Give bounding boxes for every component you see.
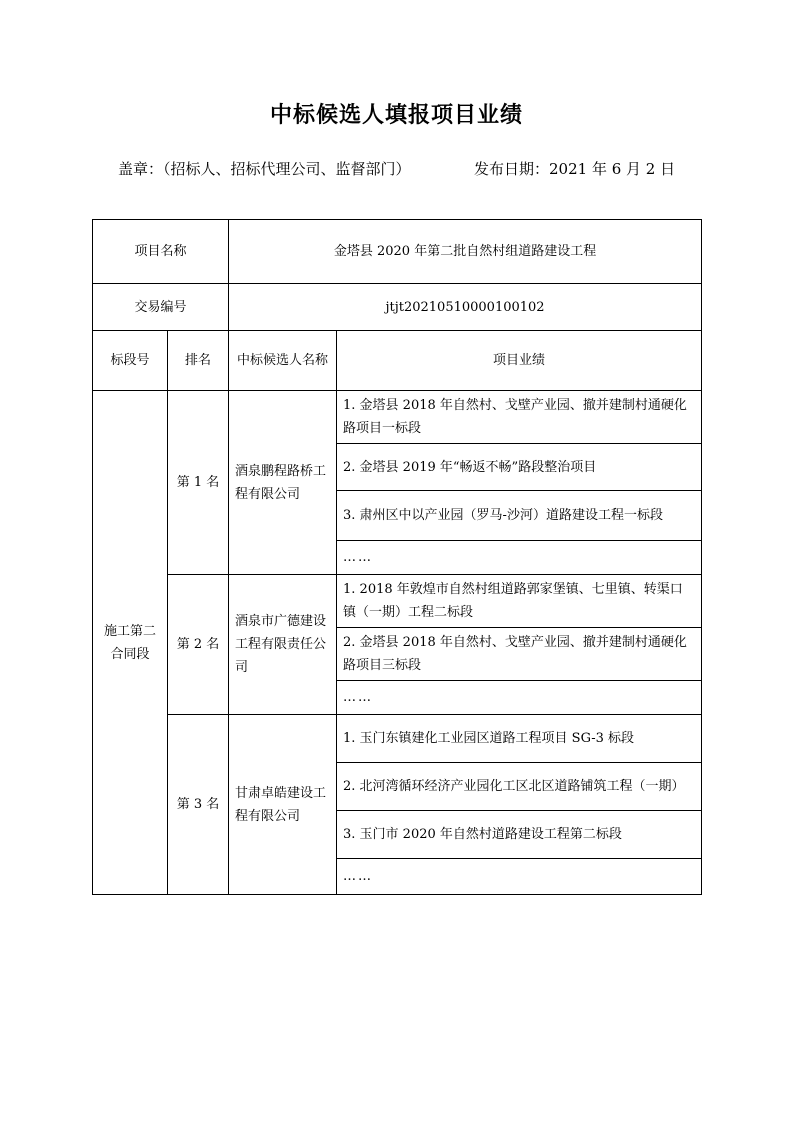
table-row [93, 715, 702, 763]
project-item: 2. 金塔县 2018 年自然村、戈壁产业园、撤并建制村通硬化路项目三标段 [337, 628, 702, 681]
candidate-rank: 第 3 名 [168, 715, 229, 895]
project-item: 2. 金塔县 2019 年“畅返不畅”路段整治项目 [337, 444, 702, 491]
project-item-more: …… [337, 541, 702, 575]
document-title: 中标候选人填报项目业绩 [269, 103, 523, 128]
candidate-rank: 第 1 名 [168, 391, 229, 575]
project-item-more: …… [337, 681, 702, 715]
performance-table [92, 219, 702, 895]
table-row [93, 391, 702, 444]
project-item: 3. 肃州区中以产业园（罗马-沙河）道路建设工程一标段 [337, 491, 702, 541]
trade-no-row [93, 284, 702, 331]
project-name-label: 项目名称 [93, 220, 229, 284]
publish-date: 发布日期：2021 年 6 月 2 日 [474, 160, 676, 178]
trade-no-value: jtjt20210510000100102 [229, 284, 702, 331]
candidate-name: 甘肃卓皓建设工程有限公司 [229, 715, 337, 895]
project-item-more: …… [337, 859, 702, 895]
candidate-name: 酒泉鹏程路桥工程有限公司 [229, 391, 337, 575]
candidate-name: 酒泉市广德建设工程有限责任公司 [229, 575, 337, 715]
table-row [93, 575, 702, 628]
header-rank: 排名 [168, 331, 229, 391]
section-name: 施工第二合同段 [93, 391, 168, 895]
project-item: 1. 2018 年敦煌市自然村组道路郭家堡镇、七里镇、转渠口镇（一期）工程二标段 [337, 575, 702, 628]
project-item: 1. 玉门东镇建化工业园区道路工程项目 SG-3 标段 [337, 715, 702, 763]
project-item: 1. 金塔县 2018 年自然村、戈壁产业园、撤并建制村通硬化路项目一标段 [337, 391, 702, 444]
stamp-line: 盖章：（招标人、招标代理公司、监督部门） [118, 160, 411, 178]
project-name-row [93, 220, 702, 284]
header-section: 标段号 [93, 331, 168, 391]
project-item: 3. 玉门市 2020 年自然村道路建设工程第二标段 [337, 811, 702, 859]
header-performance: 项目业绩 [337, 331, 702, 391]
header-candidate: 中标候选人名称 [229, 331, 337, 391]
trade-no-label: 交易编号 [93, 284, 229, 331]
project-name-value: 金塔县 2020 年第二批自然村组道路建设工程 [229, 220, 702, 284]
project-item: 2. 北河湾循环经济产业园化工区北区道路铺筑工程（一期） [337, 763, 702, 811]
candidate-rank: 第 2 名 [168, 575, 229, 715]
header-row [93, 331, 702, 391]
